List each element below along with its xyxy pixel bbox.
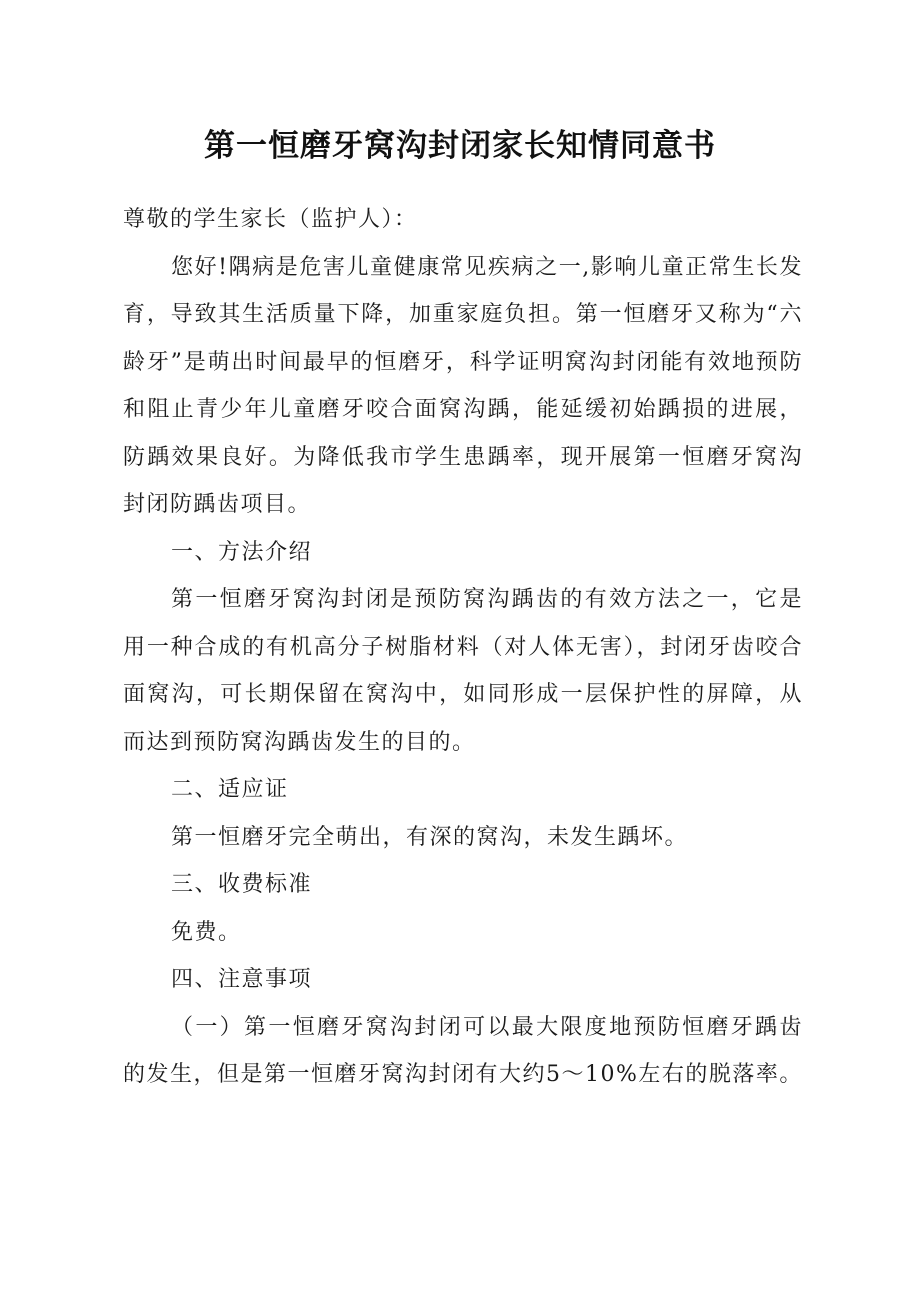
section-content-fee: 免费。	[171, 919, 242, 945]
document-title: 第一恒磨牙窝沟封闭家长知情同意书	[204, 128, 716, 164]
section-content-notes: （一）第一恒磨牙窝沟封闭可以最大限度地预防恒磨牙踽齿的发生，但是第一恒磨牙窝沟封闭有大约5～10%左右的脱落率。	[123, 1014, 803, 1087]
section-heading-fee: 三、收费标准	[171, 872, 313, 897]
intro-paragraph: 您好!隅病是危害儿童健康常见疾病之一,影响儿童正常生长发育，导致其生活质量下降，加重家庭负担。第一恒磨牙又称为“六龄牙”是萌出时间最早的恒磨牙，科学证明窝沟封闭能有效地预防和阻止青少年儿童磨牙咬合面窝沟踽，能延缓初始踽损的进展，防踽效果良好。为降低我市学生患踽率，现开展第一恒磨牙窝沟封闭防踽齿项目。	[123, 254, 803, 517]
section-heading-notes: 四、注意事项	[171, 967, 313, 992]
section-content-method: 第一恒磨牙窝沟封闭是预防窝沟踽齿的有效方法之一，它是用一种合成的有机高分子树脂材料（对人体无害），封闭牙齿咬合面窝沟，可长期保留在窝沟中，如同形成一层保护性的屏障，从而达到预防窝沟踽齿发生的目的。	[123, 587, 803, 755]
section-content-indication: 第一恒磨牙完全萌出，有深的窝沟，未发生踽坏。	[171, 824, 689, 850]
document-body	[123, 196, 803, 1099]
salutation: 尊敬的学生家长（监护人）：	[123, 207, 418, 232]
section-heading-method: 一、方法介绍	[171, 539, 313, 565]
section-heading-indication: 二、适应证	[171, 777, 289, 802]
